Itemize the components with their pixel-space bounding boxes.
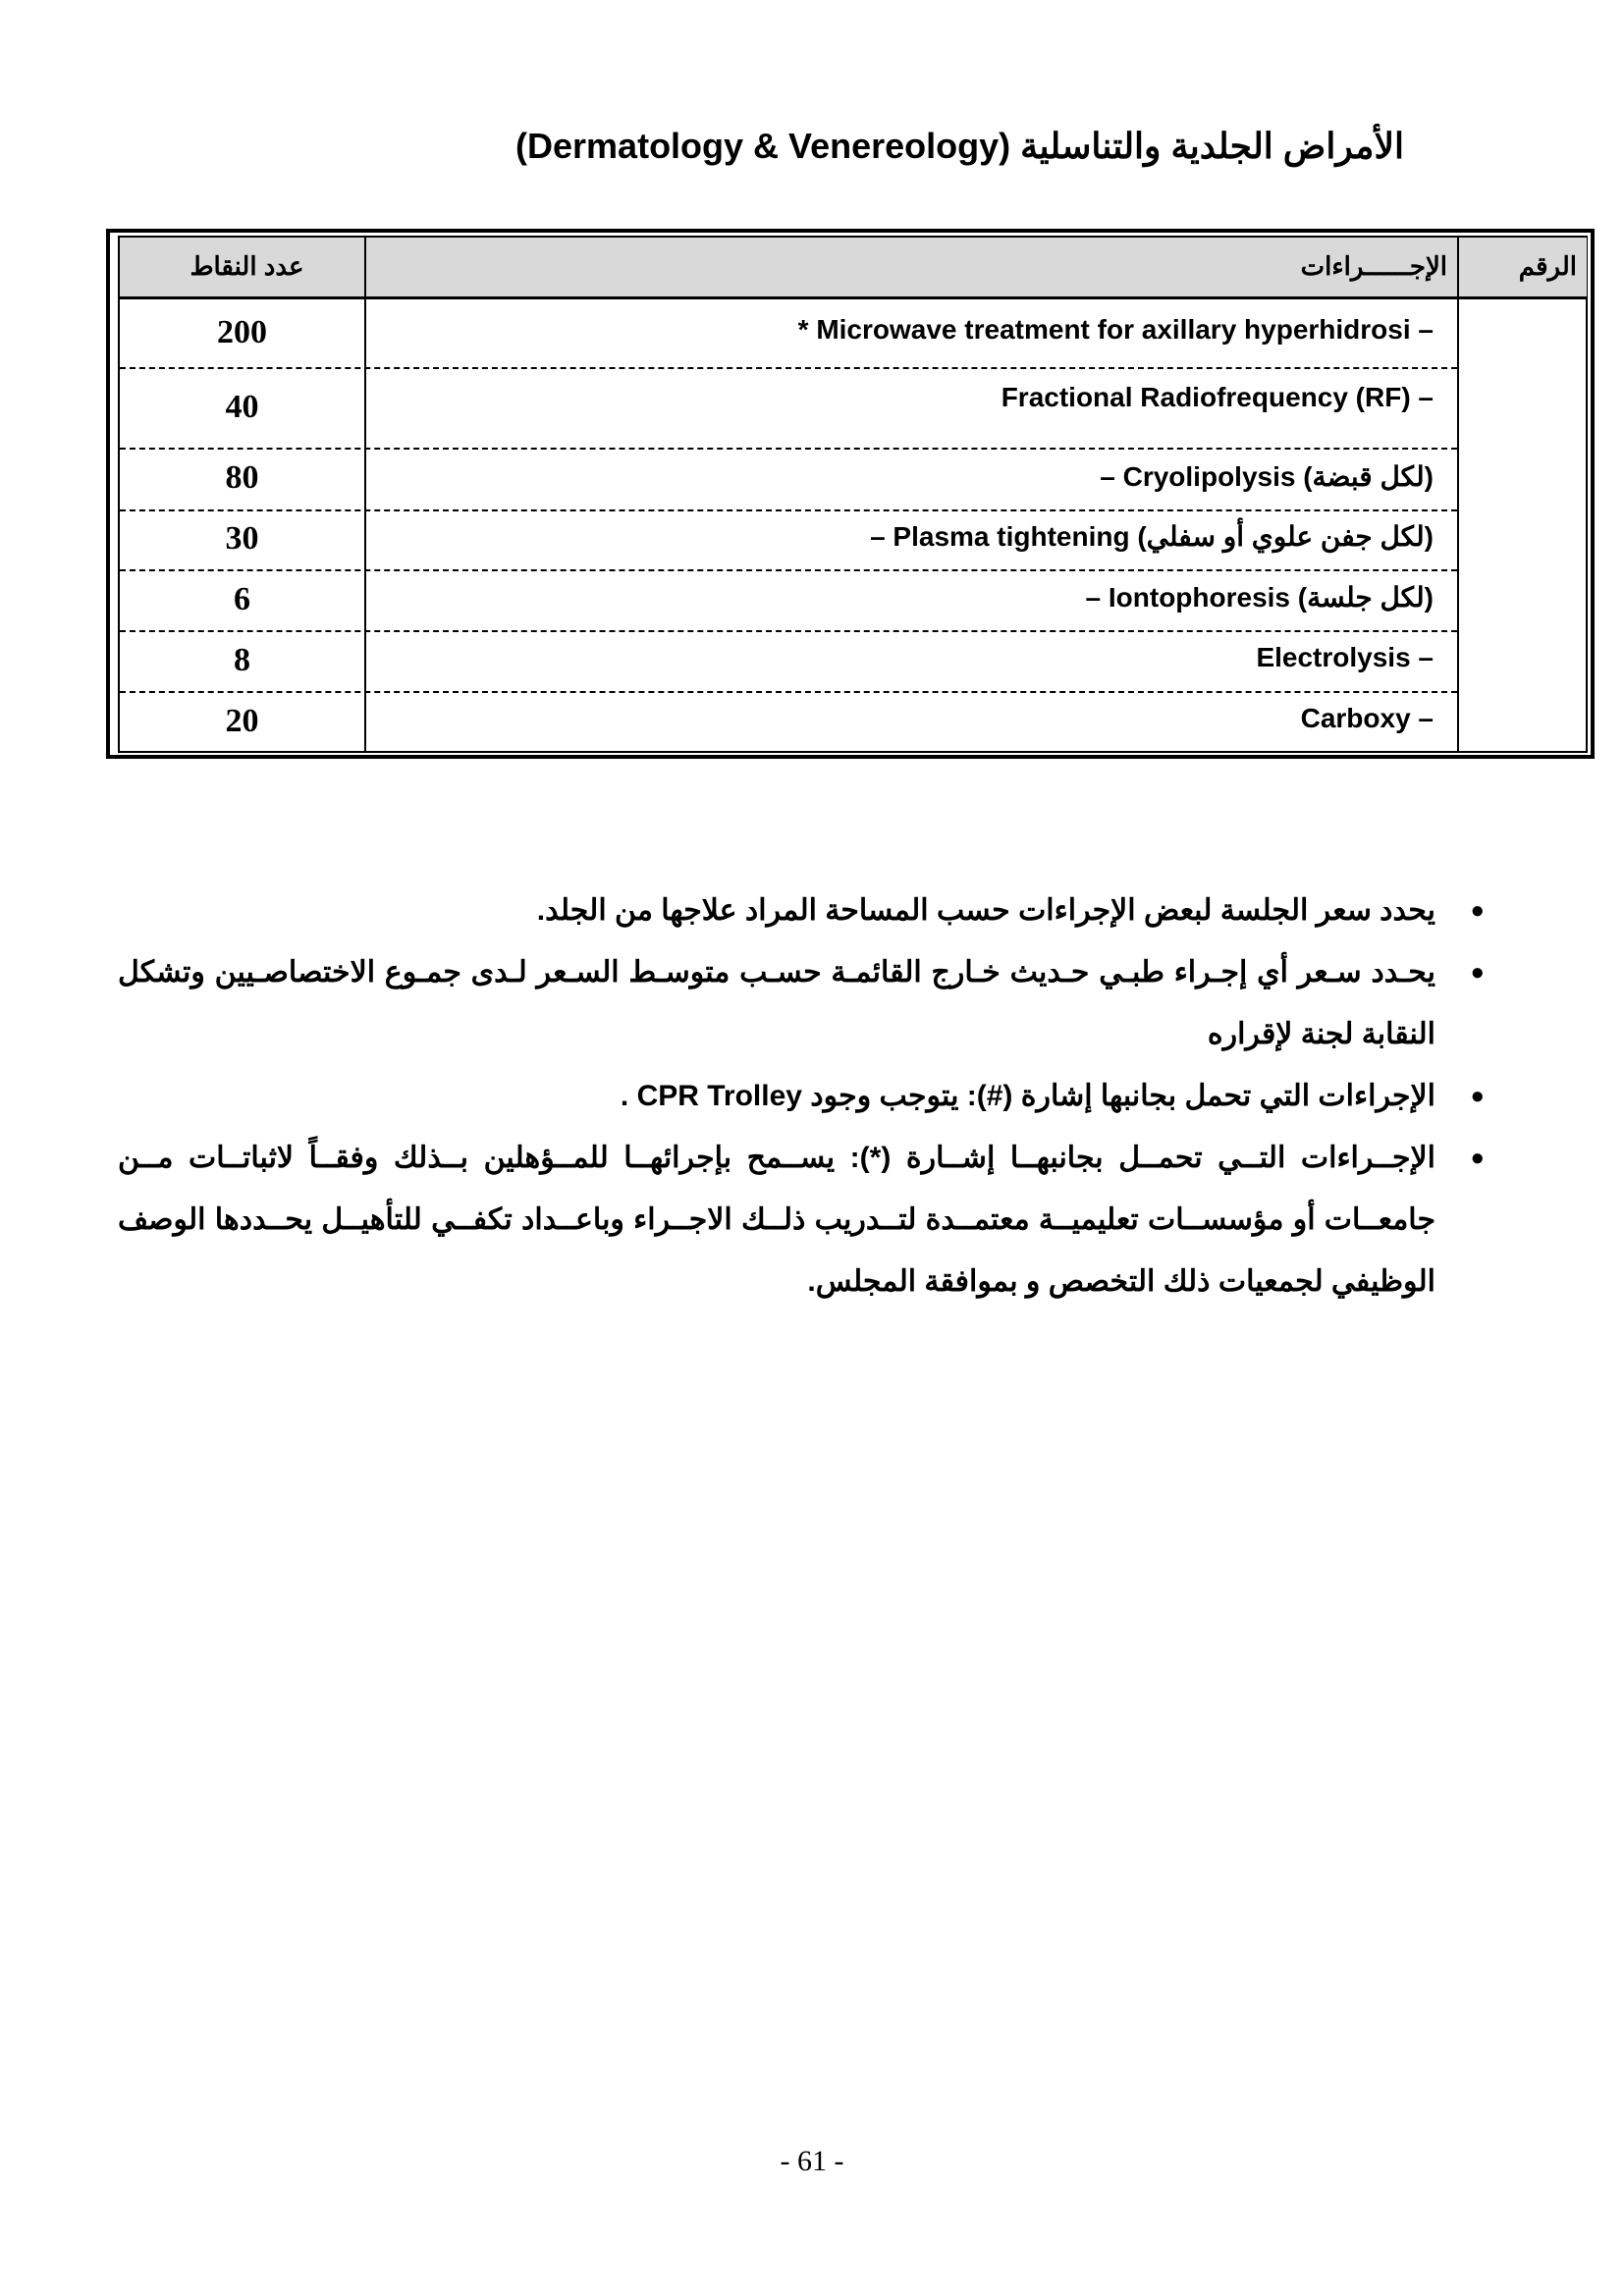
row-divider [120,509,1457,511]
row-divider [120,569,1457,571]
points-cell: 6 [234,581,250,617]
bullet-icon: ● [1470,1083,1485,1109]
points-cell: 20 [225,703,259,739]
bullet-icon: ● [1470,1145,1485,1171]
note-item [118,880,1485,941]
bullet-icon: ● [1470,897,1485,924]
points-cell: 200 [217,314,267,350]
row-divider [120,367,1457,369]
note-item [118,941,1485,1065]
row-divider [120,691,1457,693]
points-cell: 30 [225,520,259,557]
points-cell: 40 [225,389,259,425]
note-text: يحـدد سـعر أي إجـراء طبـي حـديث خـارج القائمـة حسـب متوسـط السـعر لـدى جمـوع الاختصاصـيين وتشكل النقابة لجنة لإقراره [118,956,1435,1050]
notes-list [118,880,1485,1312]
note-item [118,1127,1485,1312]
row-divider [120,448,1457,450]
header-number [1459,238,1587,299]
note-text: يحدد سعر الجلسة لبعض الإجراءات حسب المساحة المراد علاجها من الجلد. [536,894,1435,927]
procedure-cell: Carboxy – [1300,703,1434,733]
procedure-cell: (لكل جلسة) Iontophoresis – [1085,582,1434,613]
header-number-label: الرقم [1518,251,1577,281]
bullet-icon: ● [1470,959,1485,986]
procedure-cell: Fractional Radiofrequency (RF) – [1001,382,1434,412]
column-divider [1457,238,1459,753]
header-points [120,238,364,299]
procedure-cell: (لكل قبضة) Cryolipolysis – [1100,461,1434,492]
note-text: الإجــراءات التــي تحمــل بجانبهــا إشــارة (*): يســمح بإجرائهــا للمــؤهلين بــذلك وفقــاً لاثباتــات مــن جامعــات أو مؤسســات تعليميــة معتمــدة لتــدريب ذلــك الاجــراء وباعــداد تكفــي للتأهيــل يحــددها الوصف الوظيفي لجمعيات ذلك التخصص و بموافقة المجلس. [118,1142,1435,1298]
header-points-label: عدد النقاط [189,251,304,281]
column-divider [364,238,366,753]
row-divider [120,630,1457,632]
header-procedures-label: الإجــــــراءات [1300,251,1447,281]
procedure-cell: * Microwave treatment for axillary hyperhidrosi – [797,314,1434,345]
points-cell: 80 [225,459,259,496]
header-procedures [366,238,1457,299]
procedure-cell: Electrolysis – [1256,642,1434,672]
note-text: الإجراءات التي تحمل بجانبها إشارة (#): يتوجب وجود CPR Trolley . [620,1080,1435,1112]
note-item [118,1065,1485,1127]
procedure-cell: (لكل جفن علوي أو سفلي) Plasma tightening – [870,521,1434,552]
points-cell: 8 [234,642,250,678]
page-number: - 61 - [780,2145,844,2177]
page-title: الأمراض الجلدية والتناسلية (Dermatology & Venereology) [515,126,1404,166]
